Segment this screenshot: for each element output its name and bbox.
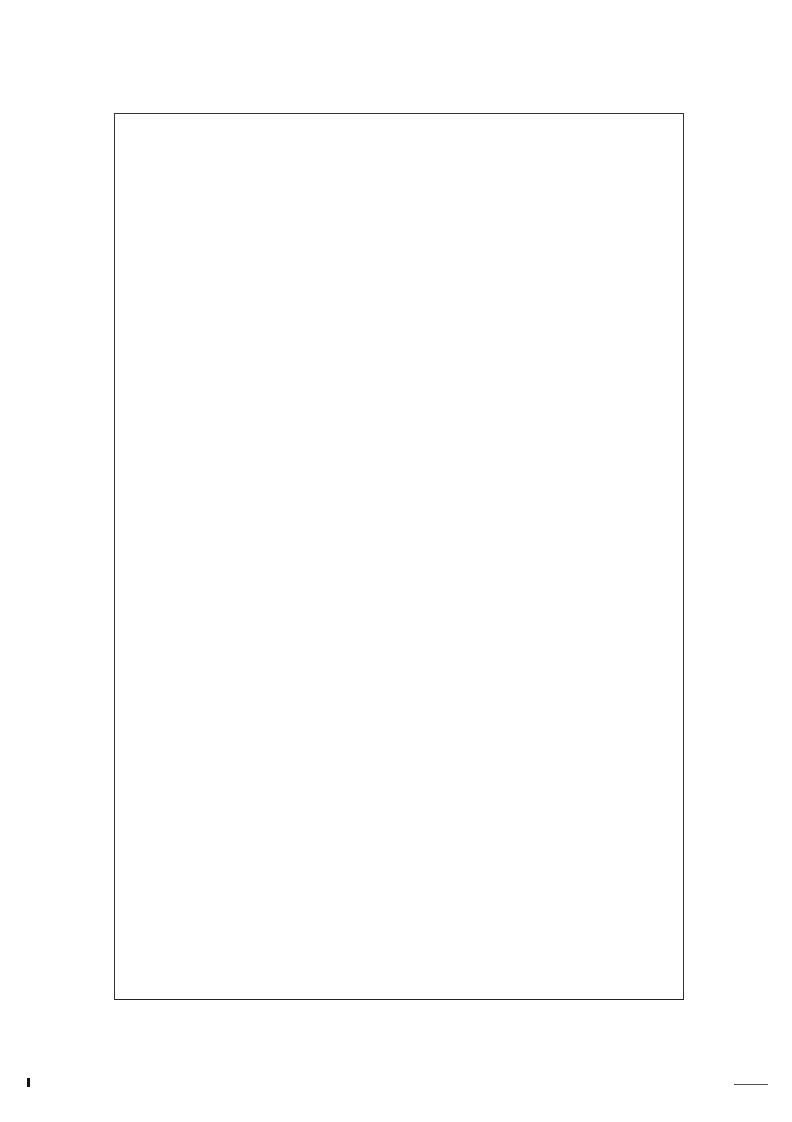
exam-content [118, 120, 678, 121]
scan-mark-right [734, 1084, 768, 1085]
exam-frame [114, 113, 684, 1000]
scan-mark-left [27, 1078, 30, 1087]
